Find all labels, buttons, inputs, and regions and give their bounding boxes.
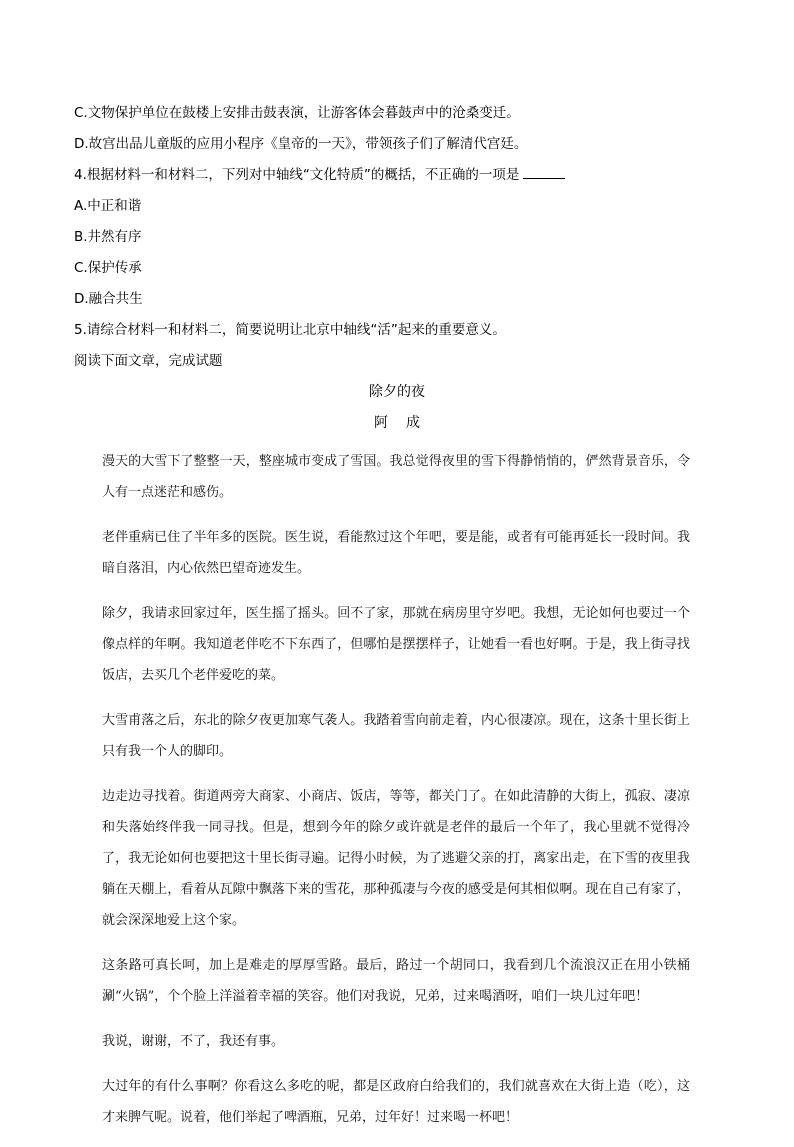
article-paragraph-3: 除夕，我请求回家过年，医生摇了摇头。回不了家，那就在病房里守岁吧。我想，无论如何也要过一个像点样的年啊。我知道老伴吃不下东西了，但哪怕是摆摆样子，让她看一看也好啊。于是，我上街寻找饭店，去买几个老伴爱吃的菜。: [102, 606, 690, 683]
question-5: 5.请综合材料一和材料二，简要说明让北京中轴线“活”起来的重要意义。: [74, 322, 506, 338]
option-c-line: C.文物保护单位在鼓楼上安排击鼓表演，让游客体会暮鼓声中的沧桑变迁。: [74, 105, 520, 121]
article-author: [0, 414, 794, 432]
article-body: [102, 446, 690, 1147]
question-4-option-b: B.井然有序: [74, 229, 142, 245]
question-4-option-d: D.融合共生: [74, 291, 143, 307]
article-paragraph-8: 大过年的有什么事啊？你看这么多吃的呢，都是区政府白给我们的，我们就喜欢在大街上造（吃），这才来脾气呢。说着，他们举起了啤酒瓶，兄弟，过年好！过来喝一杯吧！: [102, 1079, 690, 1125]
article-paragraph-1: 漫天的大雪下了整整一天，整座城市变成了雪国。我总觉得夜里的雪下得静悄悄的，俨然背景音乐，令人有一点迷茫和感伤。: [102, 454, 690, 500]
question-4-option-a: A.中正和谐: [74, 198, 142, 214]
question-4-option-c: C.保护传承: [74, 260, 142, 276]
article-paragraph-6: 这条路可真长呵，加上是难走的厚厚雪路。最后，路过一个胡同口，我看到几个流浪汉正在用小铁桶涮“火锅”，个个脸上洋溢着幸福的笑容。他们对我说，兄弟，过来喝酒呀，咱们一块儿过年吧！: [102, 958, 690, 1004]
option-d-line: D.故宫出品儿童版的应用小程序《皇帝的一天》，带领孩子们了解清代宫廷。: [74, 136, 528, 152]
article-paragraph-5: 边走边寻找着。街道两旁大商家、小商店、饭店，等等，都关门了。在如此清静的大街上，孤寂、凄凉和失落始终伴我一同寻找。但是，想到今年的除夕或许就是老伴的最后一个年了，我心里就不觉得冷了，我无论如何也要把这十里长街寻遍。记得小时候，为了逃避父亲的打，离家出走，在下雪的夜里我躺在天棚上，看着从瓦隙中飘落下来的雪花，那种孤凄与今夜的感受是何其相似啊。现在自己有家了，就会深深地爱上这个家。: [102, 789, 690, 928]
question-4: [74, 165, 565, 184]
article-author-text: 阿成: [374, 415, 438, 431]
article-paragraph-4: 大雪甫落之后，东北的除夕夜更加寒气袭人。我踏着雪向前走着，内心很凄凉。现在，这条十里长街上只有我一个人的脚印。: [102, 713, 690, 759]
question-4-text: 4.根据材料一和材料二，下列对中轴线“文化特质”的概括，不正确的一项是: [74, 167, 520, 183]
answer-blank[interactable]: [523, 165, 565, 179]
article-title: 除夕的夜: [369, 384, 425, 400]
article-paragraph-2: 老伴重病已住了半年多的医院。医生说，看能熬过这个年吧，要是能，或者有可能再延长一段时间。我暗自落泪，内心依然巴望奇迹发生。: [102, 530, 690, 576]
article-paragraph-7: 我说，谢谢，不了，我还有事。: [102, 1034, 285, 1049]
reading-intro: 阅读下面文章，完成试题: [74, 353, 223, 369]
